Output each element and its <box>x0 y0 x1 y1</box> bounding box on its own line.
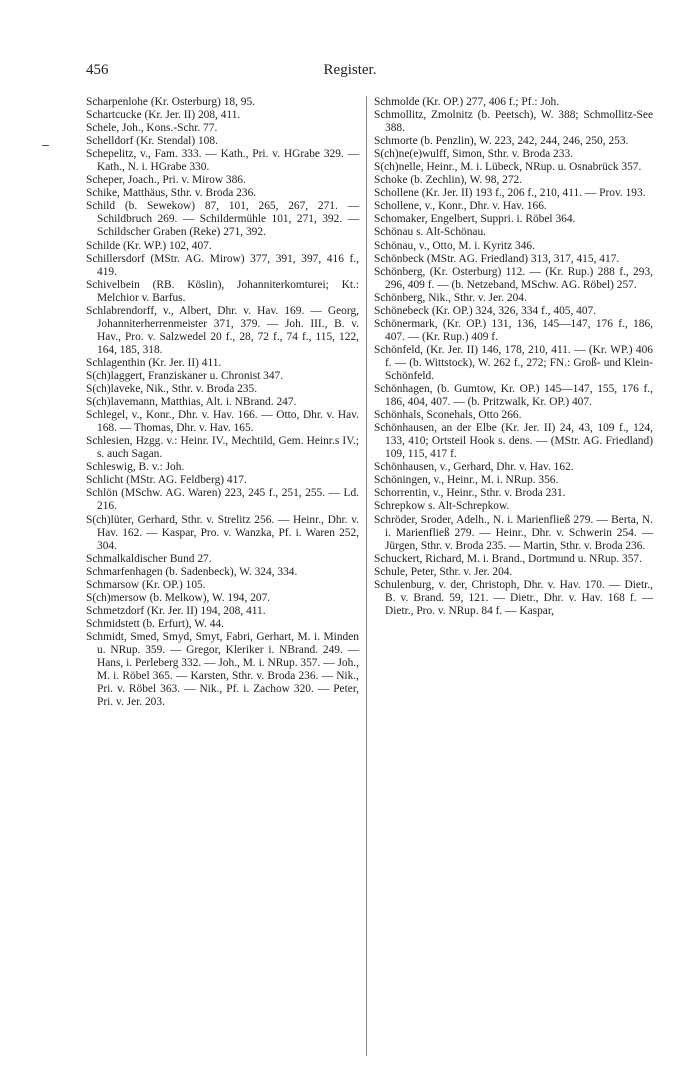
register-entry: Schepelitz, v., Fam. 333. — Kath., Pri. v. HGrabe 329. — Kath., N. i. HGrabe 330. <box>86 148 359 174</box>
register-entry: Schmarsow (Kr. OP.) 105. <box>86 578 206 591</box>
register-entry: Schollene (Kr. Jer. II) 193 f., 206 f., 210, 411. — Prov. 193. <box>374 187 646 200</box>
register-entry: S(ch)nelle, Heinr., M. i. Lübeck, NRup. u. Osnabrück 357. <box>374 161 642 174</box>
register-entry: Schönhausen, v., Gerhard, Dhr. v. Hav. 162. <box>374 461 574 474</box>
column-divider <box>366 96 367 1056</box>
register-entry: Schlicht (MStr. AG. Feldberg) 417. <box>86 474 247 487</box>
running-title: Register. <box>323 62 377 78</box>
register-entry: Schleswig, B. v.: Joh. <box>86 461 185 474</box>
register-entry: Schmidstett (b. Erfurt), W. 44. <box>86 617 224 630</box>
register-entry: Schmorte (b. Penzlin), W. 223, 242, 244, 246, 250, 253. <box>374 135 629 148</box>
register-entry: Schoke (b. Zechlin), W. 98, 272. <box>374 174 523 187</box>
register-entry: Schönau s. Alt-Schönau. <box>374 226 486 239</box>
register-entry: Schartcucke (Kr. Jer. II) 208, 411. <box>86 109 241 122</box>
register-entry: S(ch)lavemann, Matthias, Alt. i. NBrand. 247. <box>86 396 297 409</box>
register-entry: Schlagenthin (Kr. Jer. II) 411. <box>86 356 222 369</box>
margin-mark <box>42 145 49 146</box>
register-entry: Schmalkaldischer Bund 27. <box>86 552 212 565</box>
register-entry: Schelldorf (Kr. Stendal) 108. <box>86 135 218 148</box>
register-entry: Schönbeck (MStr. AG. Friedland) 313, 317, 415, 417. <box>374 252 620 265</box>
register-entry: Schollene, v., Konr., Dhr. v. Hav. 166. <box>374 200 547 213</box>
register-entry: Schlegel, v., Konr., Dhr. v. Hav. 166. — Otto, Dhr. v. Hav. 168. — Thomas, Dhr. v. Hav. 165. <box>86 409 359 435</box>
register-entry: Schule, Peter, Sthr. v. Jer. 204. <box>374 565 513 578</box>
register-entry: Scharpenlohe (Kr. Osterburg) 18, 95. <box>86 96 256 108</box>
register-entry: Schmolde (Kr. OP.) 277, 406 f.; Pf.: Joh. <box>374 96 560 108</box>
register-entry: Schulenburg, v. der, Christoph, Dhr. v. Hav. 170. — Dietr., B. v. Brand. 59, 121. — Dietr., Dhr. v. Hav. 168 f. — Dietr., Pro. v. NRup. 84 f. — Kaspar, <box>374 578 653 617</box>
register-entry: Schmarfenhagen (b. Sadenbeck), W. 324, 334. <box>86 565 298 578</box>
register-entry: Schönberg, Nik., Sthr. v. Jer. 204. <box>374 291 527 304</box>
register-entry: Schlön (MSchw. AG. Waren) 223, 245 f., 251, 255. — Ld. 216. <box>86 487 359 513</box>
left-column <box>86 96 359 709</box>
register-entry: Schmidt, Smed, Smyd, Smyt, Fabri, Gerhart, M. i. Minden u. NRup. 359. — Gregor, Kleriker i. NBrand. 249. — Hans, i. Perleberg 332. — Joh., M. i. NRup. 357. — Joh., M. i. Röbel 365. — Karsten, Sthr. v. Broda 236. — Nik., Pri. v. Röbel 363. — Nik., Pf. i. Zachow 320. — Peter, Pri. v. Jer. 203. <box>86 630 359 709</box>
register-entry: Schönermark, (Kr. OP.) 131, 136, 145—147, 176 f., 186, 407. — (Kr. Rup.) 409 f. <box>374 317 653 343</box>
register-entry: Schele, Joh., Kons.-Schr. 77. <box>86 122 218 135</box>
register-entry: Schmetzdorf (Kr. Jer. II) 194, 208, 411. <box>86 604 266 617</box>
page-number: 456 <box>86 62 109 78</box>
register-entry: Schönfeld, (Kr. Jer. II) 146, 178, 210, 411. — (Kr. WP.) 406 f. — (b. Wittstock), W. 262 f., 272; FN.: Groß- und Klein-Schönfeld. <box>374 343 653 382</box>
register-entry: Schlabrendorff, v., Albert, Dhr. v. Hav. 169. — Georg, Johanniterherrenmeister 371, 379. — Joh. III., B. v. Hav., Pro. v. Salzwedel 20 f., 28, 72 f., 74 f., 115, 122, 164, 185, 318. <box>86 304 359 356</box>
register-entry: Schild (b. Sewekow) 87, 101, 265, 267, 271. — Schildbruch 269. — Schildermühle 101, 271, 392. — Schildscher Graben (Reke) 271, 392. <box>86 200 359 239</box>
register-entry: Schöningen, v., Heinr., M. i. NRup. 356. <box>374 474 559 487</box>
register-entry: Schröder, Sroder, Adelh., N. i. Marienfließ 279. — Berta, N. i. Marienfließ 279. — Heinr., Dhr. v. Schwerin 254. — Jürgen, Sthr. v. Broda 235. — Martin, Sthr. v. Broda 236. <box>374 513 653 552</box>
register-entry: S(ch)ne(e)wulff, Simon, Sthr. v. Broda 233. <box>374 148 573 161</box>
register-entry: S(ch)lüter, Gerhard, Sthr. v. Strelitz 256. — Heinr., Dhr. v. Hav. 162. — Kaspar, Pro. v. Wanzka, Pf. i. Waren 252, 304. <box>86 513 359 552</box>
register-entry: Schuckert, Richard, M. i. Brand., Dortmund u. NRup. 357. <box>374 552 642 565</box>
register-entry: Schönau, v., Otto, M. i. Kyritz 346. <box>374 239 535 252</box>
register-entry: Schönhals, Sconehals, Otto 266. <box>374 409 522 422</box>
register-entry: S(ch)laggert, Franziskaner u. Chronist 347. <box>86 369 284 382</box>
right-column <box>374 96 653 618</box>
register-entry: Schönhagen, (b. Gumtow, Kr. OP.) 145—147, 155, 176 f., 186, 404, 407. — (b. Pritzwalk, Kr. OP.) 407. <box>374 383 653 409</box>
register-entry: Schlesien, Hzgg. v.: Heinr. IV., Mechtild, Gem. Heinr.s IV.; s. auch Sagan. <box>86 435 359 461</box>
register-entry: Schönebeck (Kr. OP.) 324, 326, 334 f., 405, 407. <box>374 304 597 317</box>
register-entry: Schillersdorf (MStr. AG. Mirow) 377, 391, 397, 416 f., 419. <box>86 252 359 278</box>
register-entry: Schorrentin, v., Heinr., Sthr. v. Broda 231. <box>374 487 566 500</box>
register-entry: Schomaker, Engelbert, Suppri. i. Röbel 364. <box>374 213 576 226</box>
register-entry: Schivelbein (RB. Köslin), Johanniterkomturei; Kt.: Melchior v. Barfus. <box>86 278 359 304</box>
register-entry: Schike, Matthäus, Sthr. v. Broda 236. <box>86 187 257 200</box>
register-entry: S(ch)mersow (b. Melkow), W. 194, 207. <box>86 591 271 604</box>
register-entry: Schönhausen, an der Elbe (Kr. Jer. II) 24, 43, 109 f., 124, 133, 410; Ortsteil Hook s. dens. — (MStr. AG. Friedland) 109, 115, 417 f. <box>374 422 653 461</box>
register-entry: S(ch)laveke, Nik., Sthr. v. Broda 235. <box>86 383 258 396</box>
page-header <box>0 62 700 84</box>
register-entry: Scheper, Joach., Pri. v. Mirow 386. <box>86 174 246 187</box>
register-entry: Schönberg, (Kr. Osterburg) 112. — (Kr. Rup.) 288 f., 293, 296, 409 f. — (b. Netzeband, MSchw. AG. Röbel) 257. <box>374 265 653 291</box>
register-entry: Schilde (Kr. WP.) 102, 407. <box>86 239 212 252</box>
register-entry: Schmollitz, Zmolnitz (b. Peetsch), W. 388; Schmollitz-See 388. <box>374 109 653 135</box>
register-entry: Schrepkow s. Alt-Schrepkow. <box>374 500 510 513</box>
